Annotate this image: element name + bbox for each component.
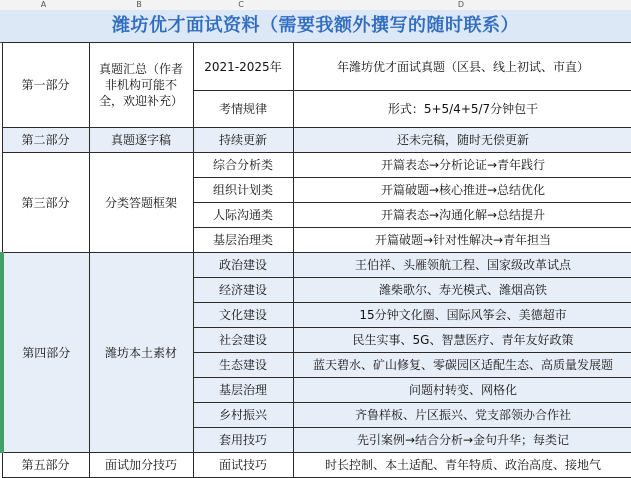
- part-cell-2[interactable]: 第二部分: [2, 128, 89, 153]
- column-header-d[interactable]: D: [457, 0, 465, 9]
- column-header-b[interactable]: B: [136, 0, 142, 9]
- table-row: [2, 128, 631, 153]
- content-cell[interactable]: 形式：5+5/4+5/7分钟包干: [293, 91, 631, 128]
- sub-cell[interactable]: 基层治理: [193, 378, 293, 403]
- sub-cell[interactable]: 人际沟通类: [193, 203, 293, 228]
- content-cell[interactable]: 开篇破题→核心推进→总结优化: [293, 178, 631, 203]
- table-row: [2, 153, 631, 178]
- content-cell[interactable]: 先引案例→结合分析→金句升华；每类记: [293, 428, 631, 453]
- sub-cell[interactable]: 综合分析类: [193, 153, 293, 178]
- content-cell[interactable]: 齐鲁样板、片区振兴、党支部领办合作社: [293, 403, 631, 428]
- sub-cell[interactable]: 文化建设: [193, 303, 293, 328]
- sub-cell[interactable]: 2021-2025年: [193, 43, 293, 91]
- sub-cell[interactable]: 组织计划类: [193, 178, 293, 203]
- sub-cell[interactable]: 考情规律: [193, 91, 293, 128]
- part-cell-4[interactable]: 第四部分: [2, 253, 89, 453]
- part-cell-1[interactable]: 第一部分: [2, 43, 89, 128]
- sub-cell[interactable]: 持续更新: [193, 128, 293, 153]
- content-cell[interactable]: 蓝天碧水、矿山修复、零碳园区适配生态、高质量发展题: [293, 353, 631, 378]
- category-cell-4[interactable]: 潍坊本土素材: [89, 253, 193, 453]
- part-cell-5[interactable]: 第五部分: [2, 453, 89, 478]
- content-cell[interactable]: 王伯祥、头雁领航工程、国家级改革试点: [293, 253, 631, 278]
- table-row: [2, 253, 631, 278]
- category-cell-5[interactable]: 面试加分技巧: [89, 453, 193, 478]
- materials-table: [0, 42, 631, 478]
- content-cell[interactable]: 民生实事、5G、智慧医疗、青年友好政策: [293, 328, 631, 353]
- content-cell[interactable]: 潍柴歌尔、寿光模式、潍烟高铁: [293, 278, 631, 303]
- content-cell[interactable]: 15分钟文化圈、国际风筝会、美德超市: [293, 303, 631, 328]
- sub-cell[interactable]: 社会建设: [193, 328, 293, 353]
- content-cell[interactable]: 年潍坊优才面试真题（区县、线上初试、市直）: [293, 43, 631, 91]
- content-cell[interactable]: 开篇表态→沟通化解→总结提升: [293, 203, 631, 228]
- column-header-c[interactable]: C: [238, 0, 244, 9]
- content-cell[interactable]: 时长控制、本土适配、青年特质、政治高度、接地气: [293, 453, 631, 478]
- sub-cell[interactable]: 基层治理类: [193, 228, 293, 253]
- sub-cell[interactable]: 生态建设: [193, 353, 293, 378]
- content-cell[interactable]: 开篇破题→针对性解决→青年担当: [293, 228, 631, 253]
- table-row: [2, 453, 631, 478]
- column-header-a[interactable]: A: [40, 0, 47, 9]
- content-cell[interactable]: 问题村转变、网格化: [293, 378, 631, 403]
- part-cell-3[interactable]: 第三部分: [2, 153, 89, 253]
- sub-cell[interactable]: 面试技巧: [193, 453, 293, 478]
- category-cell-3[interactable]: 分类答题框架: [89, 153, 193, 253]
- category-cell-1[interactable]: 真题汇总（作者非机构可能不全，欢迎补充）: [89, 43, 193, 128]
- sub-cell[interactable]: 政治建设: [193, 253, 293, 278]
- content-cell[interactable]: 还未完稿，随时无偿更新: [293, 128, 631, 153]
- sub-cell[interactable]: 经济建设: [193, 278, 293, 303]
- sub-cell[interactable]: 乡村振兴: [193, 403, 293, 428]
- content-cell[interactable]: 开篇表态→分析论证→青年践行: [293, 153, 631, 178]
- sub-cell[interactable]: 套用技巧: [193, 428, 293, 453]
- sheet-title[interactable]: 潍坊优才面试资料（需要我额外撰写的随时联系）: [0, 10, 631, 43]
- category-cell-2[interactable]: 真题逐字稿: [89, 128, 193, 153]
- table-row: [2, 43, 631, 91]
